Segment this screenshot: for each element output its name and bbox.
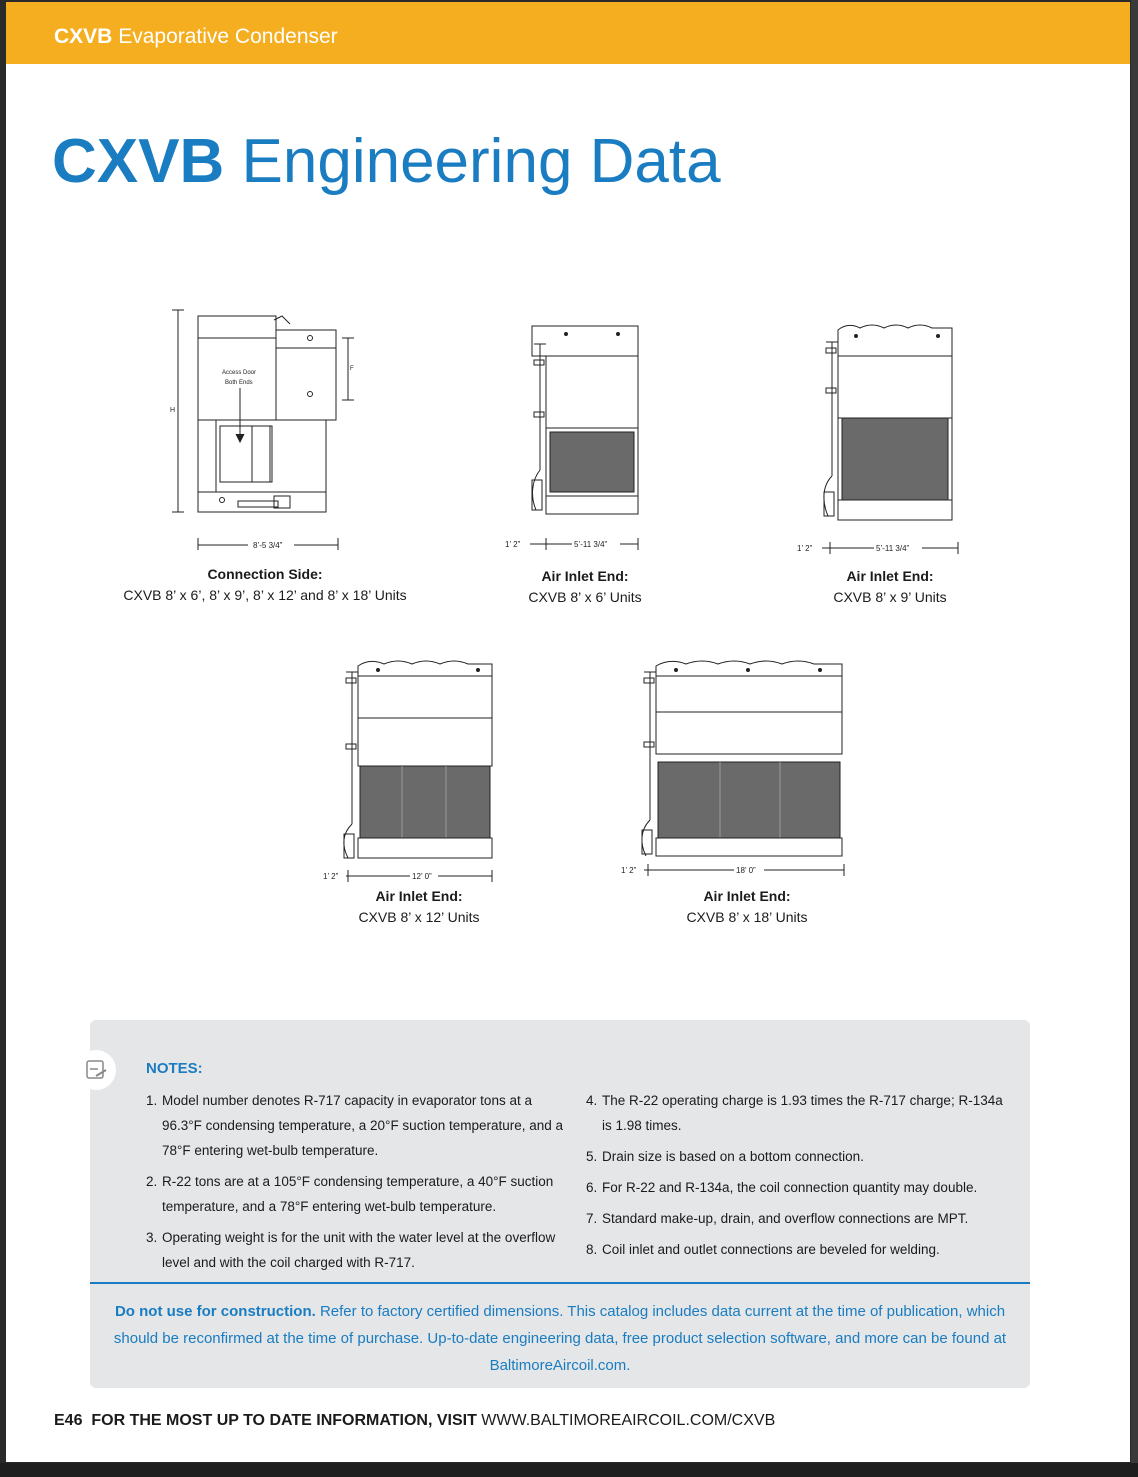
note-item: 1. Model number denotes R-717 capacity in evaporator tons at a 96.3°F condensing temperature, a 20°F suction temperature, and a 78°F entering wet-bulb temperature. <box>146 1093 564 1158</box>
note-item: 7. Standard make-up, drain, and overflow connections are MPT. <box>586 1211 969 1226</box>
drawing-caption-air-inlet-8x6: Air Inlet End: CXVB 8’ x 6’ Units <box>528 568 642 605</box>
notes-divider <box>90 1282 1030 1284</box>
dim-offset: 1’ 2” <box>323 872 339 881</box>
drawing-caption-air-inlet-8x18: Air Inlet End: CXVB 8’ x 18’ Units <box>686 888 808 925</box>
connection-side-drawing <box>156 302 356 552</box>
access-door-label-1: Access Door <box>222 370 257 376</box>
notes-list-left <box>146 1088 566 1281</box>
section-header: CXVB Evaporative Condenser <box>54 25 338 48</box>
drawing-caption-connection-side: Connection Side: CXVB 8’ x 6’, 8’ x 9’, 8’ x 12’ and 8’ x 18’ Units <box>123 566 407 603</box>
label-f: F <box>350 366 354 372</box>
access-door-label-2: Both Ends <box>225 380 253 386</box>
notes-panel <box>90 1020 1030 1388</box>
note-item: 4. The R-22 operating charge is 1.93 times the R-717 charge; R-134a is 1.98 times. <box>586 1093 1003 1133</box>
dim-width: 12’ 0” <box>412 872 432 881</box>
notes-heading: NOTES: <box>146 1060 203 1077</box>
catalog-page <box>6 2 1130 1462</box>
dim-offset: 1’ 2” <box>797 544 813 553</box>
dim-offset: 1’ 2” <box>505 540 521 549</box>
dim-width: 18’ 0” <box>736 866 756 875</box>
air-inlet-8x6-drawing <box>494 320 654 556</box>
dim-width: 5’-11 3/4” <box>574 540 608 549</box>
air-inlet-8x18-drawing <box>604 654 854 886</box>
construction-warning: Do not use for construction. Refer to factory certified dimensions. This catalog includes data current at the time of publication, which should be reconfirmed at the time of purchase. Up-to-date engineering data, free product selection software, and more can be found at BaltimoreAircoil.com. <box>113 1303 1007 1374</box>
notes-list-right <box>586 1088 1006 1268</box>
note-item: 6. For R-22 and R-134a, the coil connection quantity may double. <box>586 1180 978 1195</box>
page-footer: E46 FOR THE MOST UP TO DATE INFORMATION, VISIT WWW.BALTIMOREAIRCOIL.COM/CXVB <box>54 1412 776 1429</box>
label-h: H <box>170 407 176 414</box>
dim-width: 5’-11 3/4” <box>876 544 910 553</box>
drawing-caption-air-inlet-8x9: Air Inlet End: CXVB 8’ x 9’ Units <box>833 568 947 605</box>
air-inlet-8x9-drawing <box>786 320 966 556</box>
section-header-bar <box>6 2 1130 64</box>
note-item: 8. Coil inlet and outlet connections are beveled for welding. <box>586 1242 940 1257</box>
drawing-caption-air-inlet-8x12: Air Inlet End: CXVB 8’ x 12’ Units <box>358 888 480 925</box>
viewer-edge <box>1131 0 1138 1463</box>
viewer-bottom-bar <box>0 1463 1138 1477</box>
note-icon <box>76 1050 116 1090</box>
note-item: 3. Operating weight is for the unit with the water level at the overflow level and with the coil charged with R-717. <box>146 1230 556 1270</box>
page-title: CXVB Engineering Data <box>52 127 721 196</box>
footer-url[interactable]: WWW.BALTIMOREAIRCOIL.COM/CXVB <box>481 1412 776 1429</box>
air-inlet-8x12-drawing <box>306 654 506 886</box>
note-item: 5. Drain size is based on a bottom connection. <box>586 1149 864 1164</box>
dim-width: 8’-5 3/4” <box>253 541 283 550</box>
note-item: 2. R-22 tons are at a 105°F condensing temperature, a 40°F suction temperature, and a 78°F entering wet-bulb temperature. <box>146 1174 554 1214</box>
page-number: E46 <box>54 1412 83 1429</box>
dim-offset: 1’ 2” <box>621 866 637 875</box>
